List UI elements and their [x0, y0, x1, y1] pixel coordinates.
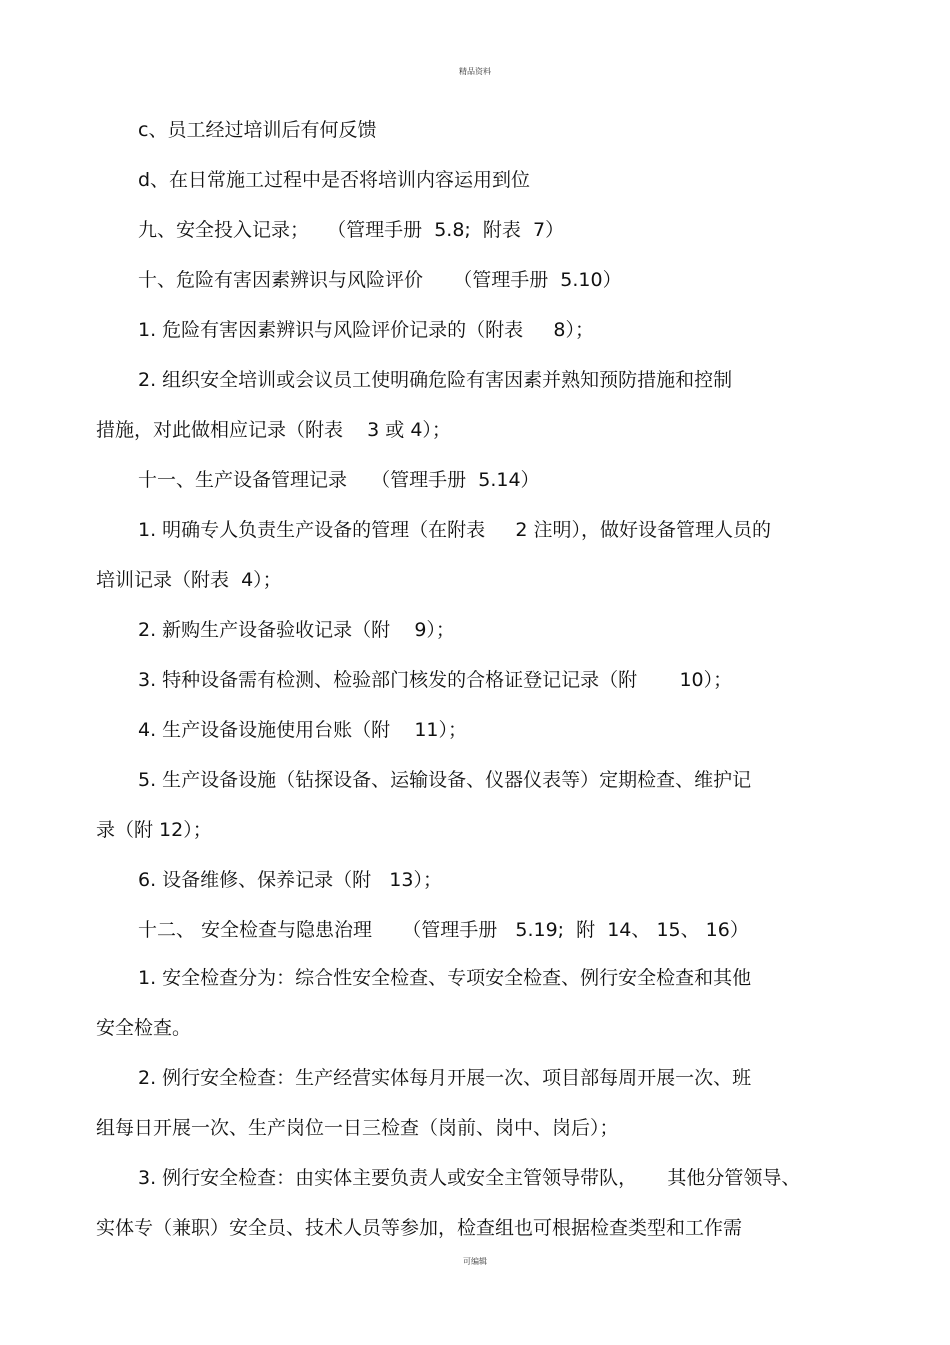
text-line: c、员工经过培训后有何反馈: [138, 119, 377, 141]
text-line: 培训记录（附表 4）；: [96, 569, 282, 591]
text-line: 3. 例行安全检查：由实体主要负责人或安全主管领导带队， 其他分管领导、: [138, 1167, 801, 1189]
text-line: 2. 例行安全检查：生产经营实体每月开展一次、项目部每周开展一次、班: [138, 1067, 752, 1089]
text-line: 6. 设备维修、保养记录（附 13）；: [138, 869, 442, 891]
text-line: 2. 组织安全培训或会议员工使明确危险有害因素并熟知预防措施和控制: [138, 369, 733, 391]
section-heading: 九、安全投入记录； （管理手册 5.8; 附表 7）: [138, 219, 565, 241]
text-line: 3. 特种设备需有检测、检验部门核发的合格证登记记录（附 10）；: [138, 669, 733, 691]
page-footer: 可编辑: [463, 1257, 487, 1266]
text-line: 2. 新购生产设备验收记录（附 9）；: [138, 619, 455, 641]
text-line: 录（附 12）；: [96, 819, 212, 841]
text-line: 安全检查。: [96, 1017, 192, 1039]
text-line: 1. 危险有害因素辨识与风险评价记录的（附表 8）；: [138, 319, 594, 341]
text-line: 5. 生产设备设施（钻探设备、运输设备、仪器仪表等）定期检查、维护记: [138, 769, 752, 791]
text-line: 措施，对此做相应记录（附表 3 或 4）；: [96, 419, 451, 441]
text-line: d、在日常施工过程中是否将培训内容运用到位: [138, 169, 531, 191]
section-heading: 十二、 安全检查与隐患治理 （管理手册 5.19; 附 14、 15、 16）: [138, 919, 749, 941]
text-line: 1. 明确专人负责生产设备的管理（在附表 2 注明），做好设备管理人员的: [138, 519, 771, 541]
text-line: 组每日开展一次、生产岗位一日三检查（岗前、岗中、岗后）；: [96, 1117, 619, 1139]
text-line: 4. 生产设备设施使用台账（附 11）；: [138, 719, 468, 741]
text-line: 实体专（兼职）安全员、技术人员等参加，检查组也可根据检查类型和工作需: [96, 1217, 743, 1239]
page-header: 精品资料: [459, 67, 491, 76]
section-heading: 十、危险有害因素辨识与风险评价 （管理手册 5.10）: [138, 269, 622, 291]
text-line: 1. 安全检查分为：综合性安全检查、专项安全检查、例行安全检查和其他: [138, 967, 752, 989]
section-heading: 十一、生产设备管理记录 （管理手册 5.14）: [138, 469, 540, 491]
